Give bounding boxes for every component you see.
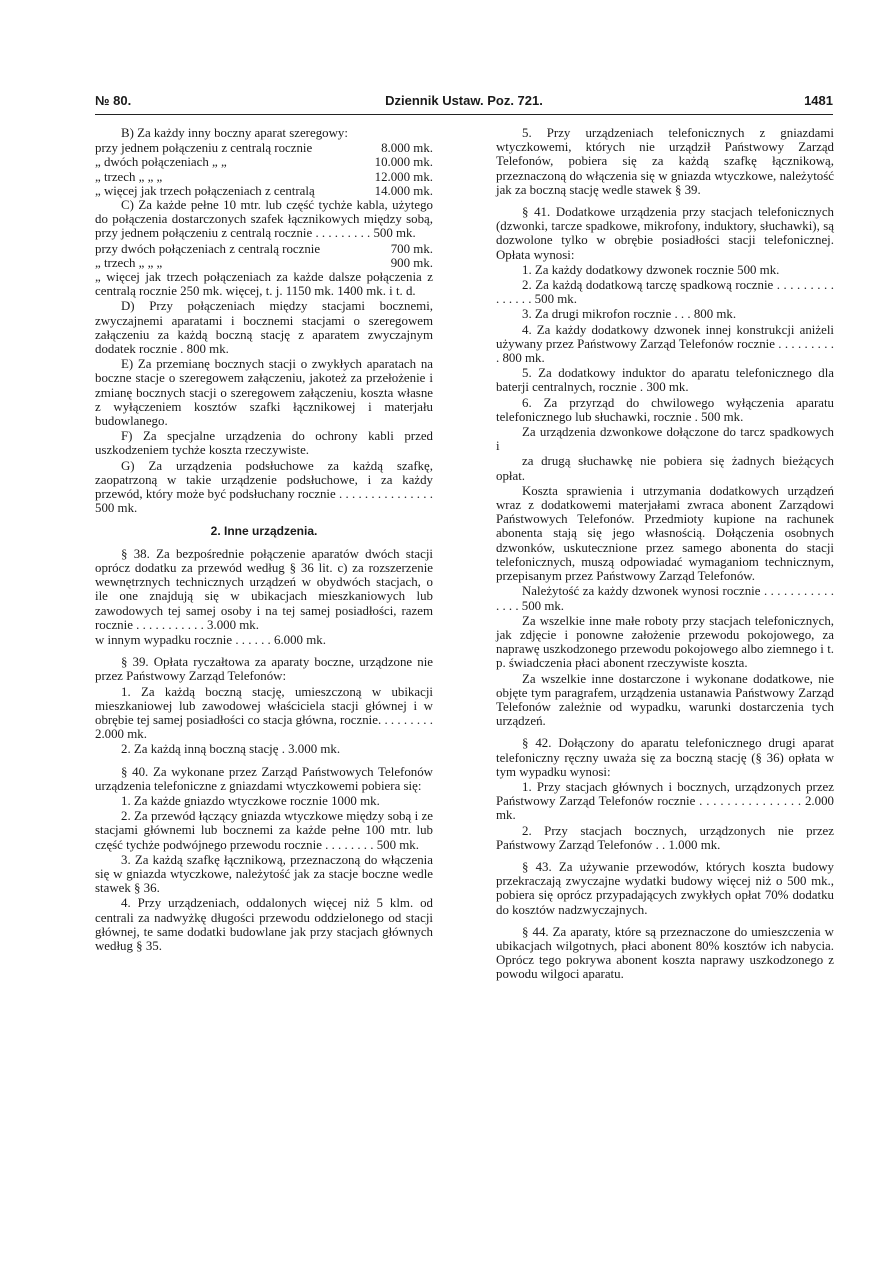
rate-value: 700 mk. xyxy=(390,241,433,256)
section-41-note-f: Za wszelkie inne dostarczone i wykonane dodatkowe, nie objęte tym paragrafem, urządzenia ustanawia Państwowy Zarząd Telefonów zależnie od wypadku, warunki dostarczenia tych urządzeń. xyxy=(496,671,834,729)
paragraph-b-intro: B) Za każdy inny boczny aparat szeregowy: xyxy=(121,126,348,140)
left-column xyxy=(95,126,433,954)
paragraph-c-more: „ więcej jak trzech połączeniach za każde dalsze połączenia z centralą rocznie 250 mk. więcej, t. j. 1150 mk. 1400 mk. i t. d. xyxy=(95,270,433,299)
section-41-note-c: Koszta sprawienia i utrzymania dodatkowych urządzeń wraz z dodatkowemi materjałami zwraca abonent Zarządowi Państwowych Telefonów. Przedmioty kupione na rachunek abonenta stają się jego własnością. Dołączenia osobnych dzwonków, uskutecznione przez samego abonenta do stacji telefonicznych, muszą odpowiadać wymaganiom technicznym, przepisanym przez Państwowy Zarząd Telefonów. xyxy=(496,483,834,584)
section-39-item-2: 2. Za każdą inną boczną stację . 3.000 mk. xyxy=(121,742,341,757)
rate-row xyxy=(95,170,433,184)
section-40-item-3: 3. Za każdą szafkę łącznikową, przeznaczoną do włączenia się w gniazda wtyczkowe, należytość jak za stacje boczne wedle stawek § 36. xyxy=(95,852,433,896)
section-41-item-6: 6. Za przyrząd do chwilowego wyłączenia aparatu telefonicznego lub słuchawki, rocznie . 500 mk. xyxy=(496,395,834,424)
rate-label: „ trzech „ „ „ xyxy=(95,255,163,270)
rate-value: 12.000 mk. xyxy=(374,169,433,184)
rate-label: „ więcej jak trzech połączeniach z centralą xyxy=(95,183,315,198)
section-41-item-5: 5. Za dodatkowy induktor do aparatu telefonicznego dla baterji centralnych, rocznie . 300 mk. xyxy=(496,366,834,395)
section-43: § 43. Za używanie przewodów, których koszta budowy przekraczają zwyczajne wydatki budowy więcej niż o 500 mk., pobiera się oprócz przypadających zwykłych opłat 70% dodatku do kosztów nadzwyczajnych. xyxy=(496,859,834,917)
rate-row xyxy=(95,141,433,155)
section-41-note-a: Za urządzenia dzwonkowe dołączone do tarcz spadkowych i xyxy=(496,425,834,454)
rate-value: 14.000 mk. xyxy=(374,183,433,198)
rate-row xyxy=(95,242,433,256)
rate-row xyxy=(95,256,433,270)
rate-value: 8.000 mk. xyxy=(381,141,433,156)
page-header xyxy=(95,93,833,111)
right-column xyxy=(496,126,834,983)
paragraph-f: F) Za specjalne urządzenia do ochrony kabli przed uszkodzeniem tychże koszta rzeczywiste. xyxy=(95,429,433,458)
section-40-item-1: 1. Za każde gniazdo wtyczkowe rocznie 1000 mk. xyxy=(121,793,380,808)
journal-title: Dziennik Ustaw. Poz. 721. xyxy=(385,93,543,108)
section-42-item-2: 2. Przy stacjach bocznych, urządzonych nie przez Państwowy Zarząd Telefonów . . 1.000 mk. xyxy=(496,823,834,852)
paragraph-e: E) Za przemianę bocznych stacji o zwykłych aparatach na boczne stacje o szeregowem załączeniu, jakoteż za przełożenie i zmianę bocznych stacji o szeregowem załączeniu, koszta własne z wyłączeniem kosztów szafki łącznikowej i materjału budowlanego. xyxy=(95,357,433,429)
section-41-note-e: Za wszelkie inne małe roboty przy stacjach telefonicznych, jak zdjęcie i ponowne założenie przewodu pokojowego, za naprawę uszkodzonego przewodu pokojowego albo ziemnego i t. p. świadczenia płaci abonent rzeczywiste koszta. xyxy=(496,613,834,671)
section-41-note-d: Należytość za każdy dzwonek wynosi rocznie . . . . . . . . . . . . . . . 500 mk. xyxy=(496,584,834,613)
rate-value: 10.000 mk. xyxy=(374,155,433,170)
section-40-item-4: 4. Przy urządzeniach, oddalonych więcej niż 5 klm. od centrali za nadwyżkę długości przewodu oddzielonego od stacji głównej, te same dodatki budowlane jak przy stacjach głównych według § 35. xyxy=(95,896,433,953)
section-41-item-2: 2. Za każdą dodatkową tarczę spadkową rocznie . . . . . . . . . . . . . . . 500 mk. xyxy=(496,278,834,307)
paragraph-g: G) Za urządzenia podsłuchowe za każdą szafkę, zaopatrzoną w takie urządzenie podsłuchowe, i za każdy przewód, który może być podsłuchany rocznie . . . . . . . . . . . . . . . 500 mk. xyxy=(95,458,433,516)
issue-number: № 80. xyxy=(95,93,132,108)
rate-row xyxy=(95,155,433,169)
section-42-item-1: 1. Przy stacjach głównych i bocznych, urządzonych przez Państwowy Zarząd Telefonów rocznie . . . . . . . . . . . . . . . 2.000 mk. xyxy=(496,779,834,823)
section-39-item-1: 1. Za każdą boczną stację, umieszczoną w ubikacji mieszkaniowej lub zawodowej właściciela stacji głównej i w obrębie tej samej posiadłości co stacja główna, rocznie. . . . . . . . . 2.000 mk. xyxy=(95,684,433,742)
section-41-item-3: 3. Za drugi mikrofon rocznie . . . 800 mk. xyxy=(522,307,737,322)
rate-label: „ dwóch połączeniach „ „ xyxy=(95,155,227,170)
section-38: § 38. Za bezpośrednie połączenie aparatów dwóch stacji oprócz dodatku za przewód według § 36 lit. c) za rozszerzenie wewnętrznych technicznych urządzeń w obydwóch stacjach, o ile one znajdują się w ubikacjach mieszkaniowych lub zawodowych tej samej osoby i na tej samej posiadłości, razem rocznie . . . . . . . . . . . 3.000 mk. xyxy=(95,546,433,632)
rate-label: przy jednem połączeniu z centralą rocznie xyxy=(95,141,313,156)
section-40-item-2: 2. Za przewód łączący gniazda wtyczkowe między sobą i ze stacjami głównemi lub bocznemi za każde pełne 100 mtr. lub część tychże podwójnego przewodu rocznie . . . . . . . . 500 mk. xyxy=(95,809,433,852)
rate-row xyxy=(95,184,433,198)
rate-label: „ trzech „ „ „ xyxy=(95,169,163,184)
section-44: § 44. Za aparaty, które są przeznaczone do umieszczenia w ubikacjach wilgotnych, płaci abonent 80% kosztów ich nabycia. Oprócz tego pokrywa abonent koszta naprawy uszkodzonego z powodu wilgoci aparatu. xyxy=(496,924,834,982)
section-40: § 40. Za wykonane przez Zarząd Państwowych Telefonów urządzenia telefoniczne z gniazdami wtyczkowemi pobiera się: xyxy=(95,764,433,793)
rate-label: przy dwóch połączeniach z centralą rocznie xyxy=(95,241,321,256)
paragraph-d: D) Przy połączeniach między stacjami bocznemi, zwyczajnemi aparatami i bocznemi stacjami o szeregowem załączeniu za każdą boczną stację z aparatem zwyczajnym dodatek rocznie . 800 mk. xyxy=(95,299,433,357)
page-number: 1481 xyxy=(804,93,833,108)
section-41-item-4: 4. Za każdy dodatkowy dzwonek innej konstrukcji aniżeli używany przez Państwowy Zarząd Telefonów rocznie . . . . . . . . . . 800 mk. xyxy=(496,322,834,366)
section-heading: 2. Inne urządzenia. xyxy=(210,524,318,539)
section-41: § 41. Dodatkowe urządzenia przy stacjach telefonicznych (dzwonki, tarcze spadkowe, mikrofony, induktory, słuchawki), są dozwolone tylko w obrębie posiadłości stacji telefonicznej. Opłata wynosi: xyxy=(496,205,834,262)
section-40-item-5: 5. Przy urządzeniach telefonicznych z gniazdami wtyczkowemi, których nie urządził Państwowy Zarząd Telefonów, pobiera się za każdą szafkę łącznikową, przeznaczoną do włączenia się w gniazda wtyczkowe, należytość jak za boczną stację wedle stawek § 39. xyxy=(496,126,834,197)
section-41-item-1: 1. Za każdy dodatkowy dzwonek rocznie 500 mk. xyxy=(522,262,780,277)
paragraph-c: C) Za każde pełne 10 mtr. lub część tychże kabla, użytego do połączenia dostarczonych szafek łącznikowych między sobą, przy jednem połączeniu z centralą rocznie . . . . . . . . . 500 mk. xyxy=(95,198,433,241)
section-38-last: w innym wypadku rocznie . . . . . . 6.000 mk. xyxy=(95,632,326,647)
section-42: § 42. Dołączony do aparatu telefonicznego drugi aparat telefoniczny ręczny uważa się za boczną stację (§ 36) opłata w tym wypadku wynosi: xyxy=(496,736,834,779)
section-39: § 39. Opłata ryczałtowa za aparaty boczne, urządzone nie przez Państwowy Zarząd Telefonów: xyxy=(95,655,433,684)
rate-value: 900 mk. xyxy=(390,255,433,270)
header-rule xyxy=(95,114,833,115)
section-41-note-b: za drugą słuchawkę nie pobiera się żadnych bieżących opłat. xyxy=(496,454,834,483)
